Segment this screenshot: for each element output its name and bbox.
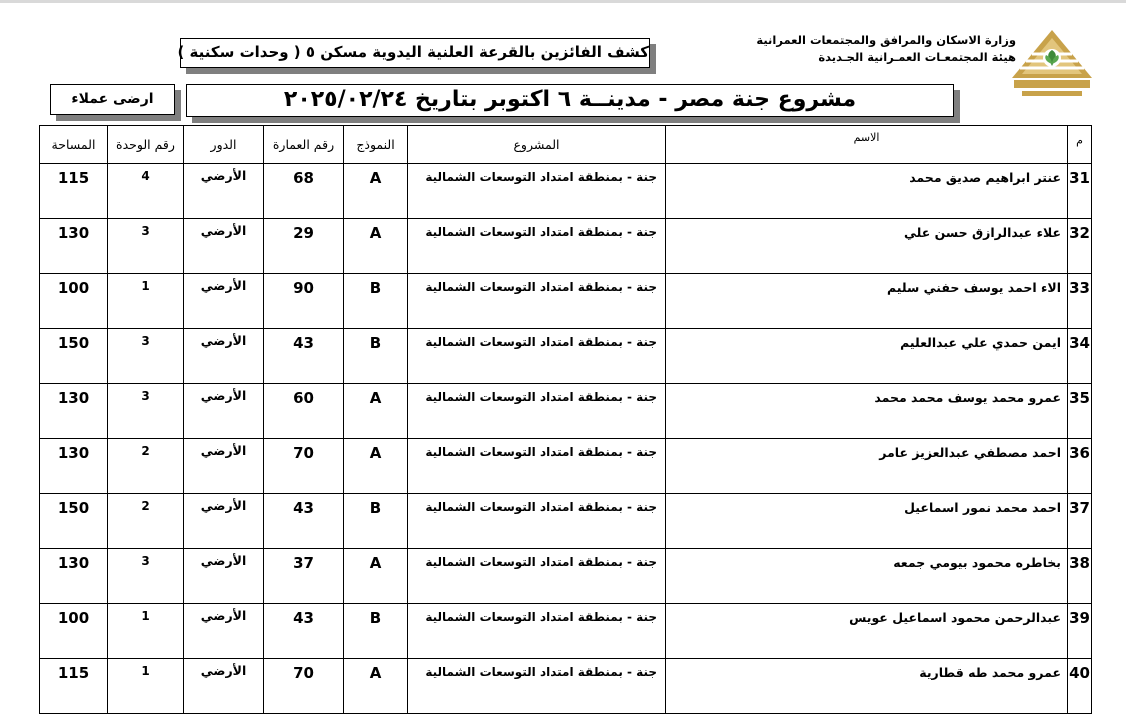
table-row: [40, 274, 1092, 329]
building-number: 70: [264, 439, 344, 494]
row-number: 34: [1068, 329, 1092, 384]
model-type: B: [344, 494, 408, 549]
table-row: [40, 659, 1092, 714]
building-number: 43: [264, 604, 344, 659]
model-type: B: [344, 604, 408, 659]
header-project: المشروع: [408, 126, 666, 164]
winner-name: علاء عبدالرازق حسن علي: [666, 219, 1068, 274]
authority-line: هيئة المجتمعـات العمـرانية الجـديدة: [818, 50, 1016, 64]
floor-level: الأرضي: [184, 329, 264, 384]
unit-number: 2: [108, 439, 184, 494]
row-number: 38: [1068, 549, 1092, 604]
building-number: 43: [264, 329, 344, 384]
row-number: 31: [1068, 164, 1092, 219]
model-type: A: [344, 164, 408, 219]
project-name: جنة - بمنطقة امتداد التوسعات الشمالية: [408, 164, 666, 219]
unit-number: 3: [108, 384, 184, 439]
model-type: A: [344, 659, 408, 714]
unit-area: 130: [40, 384, 108, 439]
project-name: جنة - بمنطقة امتداد التوسعات الشمالية: [408, 659, 666, 714]
table-row: [40, 549, 1092, 604]
project-name: جنة - بمنطقة امتداد التوسعات الشمالية: [408, 439, 666, 494]
unit-area: 150: [40, 329, 108, 384]
floor-level: الأرضي: [184, 274, 264, 329]
floor-level: الأرضي: [184, 384, 264, 439]
project-name: جنة - بمنطقة امتداد التوسعات الشمالية: [408, 604, 666, 659]
project-name: جنة - بمنطقة امتداد التوسعات الشمالية: [408, 384, 666, 439]
header-floor: الدور: [184, 126, 264, 164]
header-unit: رقم الوحدة: [108, 126, 184, 164]
building-number: 70: [264, 659, 344, 714]
unit-number: 3: [108, 219, 184, 274]
unit-area: 130: [40, 439, 108, 494]
category-tag: ارضى عملاء: [50, 84, 175, 115]
row-number: 33: [1068, 274, 1092, 329]
table-row: [40, 604, 1092, 659]
floor-level: الأرضي: [184, 659, 264, 714]
project-name: جنة - بمنطقة امتداد التوسعات الشمالية: [408, 494, 666, 549]
unit-area: 130: [40, 549, 108, 604]
table-row: [40, 329, 1092, 384]
floor-level: الأرضي: [184, 439, 264, 494]
project-name: جنة - بمنطقة امتداد التوسعات الشمالية: [408, 549, 666, 604]
winner-name: بخاطره محمود بيومي جمعه: [666, 549, 1068, 604]
winner-name: احمد مصطفي عبدالعزيز عامر: [666, 439, 1068, 494]
winner-name: عنتر ابراهيم صديق محمد: [666, 164, 1068, 219]
floor-level: الأرضي: [184, 219, 264, 274]
winner-name: عمرو محمد طه قطارية: [666, 659, 1068, 714]
table-row: [40, 439, 1092, 494]
table-row: [40, 494, 1092, 549]
unit-number: 3: [108, 549, 184, 604]
model-type: A: [344, 384, 408, 439]
unit-number: 3: [108, 329, 184, 384]
project-name: جنة - بمنطقة امتداد التوسعات الشمالية: [408, 219, 666, 274]
table-header-row: [40, 126, 1092, 164]
unit-area: 100: [40, 274, 108, 329]
winner-name: عبدالرحمن محمود اسماعيل عويس: [666, 604, 1068, 659]
ministry-line: وزارة الاسكان والمرافق والمجتمعات العمرانية: [756, 33, 1016, 47]
header-area: المساحة: [40, 126, 108, 164]
building-number: 43: [264, 494, 344, 549]
unit-area: 150: [40, 494, 108, 549]
project-title: مشروع جنة مصر - مدينــة ٦ اكتوبر بتاريخ ٢٠٢٥/٠٢/٢٤: [186, 84, 954, 117]
winners-table: [39, 125, 1092, 714]
floor-level: الأرضي: [184, 549, 264, 604]
building-number: 60: [264, 384, 344, 439]
floor-level: الأرضي: [184, 604, 264, 659]
row-number: 35: [1068, 384, 1092, 439]
unit-number: 4: [108, 164, 184, 219]
unit-area: 115: [40, 659, 108, 714]
model-type: A: [344, 219, 408, 274]
ncua-logo-icon: [1008, 28, 1096, 102]
row-number: 37: [1068, 494, 1092, 549]
model-type: A: [344, 439, 408, 494]
winner-name: ايمن حمدي علي عبدالعليم: [666, 329, 1068, 384]
unit-number: 1: [108, 659, 184, 714]
project-name: جنة - بمنطقة امتداد التوسعات الشمالية: [408, 329, 666, 384]
header-number: م: [1068, 126, 1092, 164]
floor-level: الأرضي: [184, 164, 264, 219]
building-number: 37: [264, 549, 344, 604]
unit-number: 2: [108, 494, 184, 549]
unit-number: 1: [108, 604, 184, 659]
winner-name: عمرو محمد يوسف محمد محمد: [666, 384, 1068, 439]
floor-level: الأرضي: [184, 494, 264, 549]
model-type: B: [344, 329, 408, 384]
header-name: الاسم: [666, 126, 1068, 164]
building-number: 29: [264, 219, 344, 274]
table-row: [40, 164, 1092, 219]
table-row: [40, 219, 1092, 274]
header-model: النموذج: [344, 126, 408, 164]
winner-name: الاء احمد يوسف حفني سليم: [666, 274, 1068, 329]
building-number: 90: [264, 274, 344, 329]
ministry-header: [756, 32, 1016, 66]
row-number: 36: [1068, 439, 1092, 494]
page-top-border: [0, 0, 1126, 3]
model-type: A: [344, 549, 408, 604]
unit-area: 115: [40, 164, 108, 219]
row-number: 40: [1068, 659, 1092, 714]
row-number: 39: [1068, 604, 1092, 659]
unit-number: 1: [108, 274, 184, 329]
building-number: 68: [264, 164, 344, 219]
header-building: رقم العمارة: [264, 126, 344, 164]
document-title: كشف الفائزين بالقرعة العلنية اليدوية مسكن ٥ ( وحدات سكنية ): [180, 38, 650, 68]
table-row: [40, 384, 1092, 439]
unit-area: 130: [40, 219, 108, 274]
winner-name: احمد محمد نمور اسماعيل: [666, 494, 1068, 549]
unit-area: 100: [40, 604, 108, 659]
model-type: B: [344, 274, 408, 329]
row-number: 32: [1068, 219, 1092, 274]
project-name: جنة - بمنطقة امتداد التوسعات الشمالية: [408, 274, 666, 329]
